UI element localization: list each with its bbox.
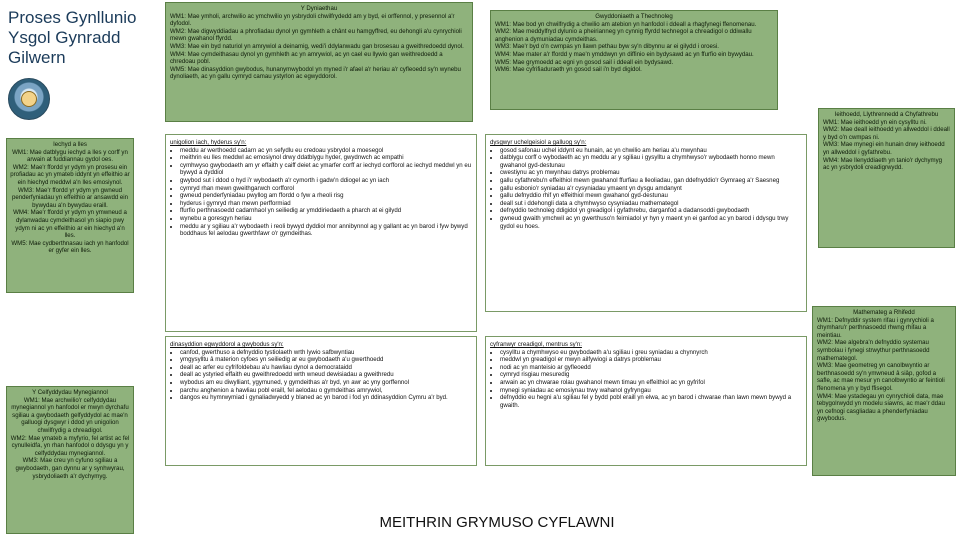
list-item: • gwneud penderfyniadau pwyllog am ffordd o fyw a rheoli risg	[180, 192, 472, 200]
ieithoedd-heading: Ieithoedd, Llythrennedd a Chyfathrebu	[834, 111, 939, 118]
list-item: • cymryd rhan mewn gweithgarwch corfforol	[180, 185, 472, 193]
list-item: • nodi ac yn manteisio ar gyfleoedd	[500, 364, 802, 372]
celfyddydau-body: WM1: Mae archwilio'r celfyddydau mynegiannol yn hanfodol er mwyn dyrchafu sgiliau a gwybodaeth gelfyddydol ac mae'n galluogi dysgwyr i ddod yn unigolion chwilfrydig a chreadigol. WM2: Mae ymateb a myfyrio, fel artist ac fel cynulleidfa, yn rhan hanfodol o ddysgu yn y celfyddydau mynegiannol. WM3: Mae creu yn cyfuno sgiliau a gwybodaeth, gan dynnu ar y synhwyrau, ysbrydoliaeth a'r dychymyg.	[10, 396, 130, 480]
crest-center	[21, 91, 37, 107]
dyniaethau-body: WM1: Mae ymholi, archwilio ac ymchwilio yn ysbrydoli chwilfrydedd am y byd, ei orffennol, y presennol a'r dyfodol. WM2: Mae digwyddiadau a phrofiadau dynol yn gymhleth a chânt eu hamgyffred, eu dehongli a'u cynrychioli mewn gwahanol ffyrdd. WM3: Mae ein byd naturiol yn amrywiol a deinamig, wedi'i ddylanwadu gan brosesau a gweithredoedd dynol. WM4: Mae cymdeithasau dynol yn gymhleth ac yn amrywiol, ac yn cael eu llywio gan weithredoedd a chredoau pobl. WM5: Mae dinasyddion gwybodus, hunanymwybodol yn myned i'r afael a'r heriau a'r cyfleoedd sy'n wynebu dynoliaeth, ac yn gallu cymryd camau ystyrlon ac egwyddorol.	[170, 12, 464, 81]
dysgwyr-list	[490, 147, 802, 231]
list-item: • gosod safonau uchel iddynt eu hunain, ac yn chwilio am heriau a'u mwynhau	[500, 147, 802, 155]
unigolion-list	[170, 147, 472, 238]
list-item: • dangos eu hymrwymiad i gynaliadwyedd y blaned ac yn barod i fod yn ddinasyddion Cymru a'r byd.	[180, 394, 472, 402]
list-item: • gwneud gwaith ymchwil ac yn gwerthuso'n feirniadol yr hyn y maent yn ei ganfod ac yn barod i ddysgu trwy gydol eu hoes.	[500, 215, 802, 230]
slogan: MEITHRIN GRYMUSO CYFLAWNI	[379, 514, 615, 531]
list-item: • defnyddio eu hegni a'u sgiliau fel y bydd pobl eraill yn elwa, ac yn barod i chwarae rhan lawn mewn bywyd a gwaith.	[500, 394, 802, 409]
list-item: • meddwl yn greadigol er mwyn ailfywiogi a datrys problemau	[500, 356, 802, 364]
dysgwyr-box	[485, 134, 807, 312]
list-item: • ffurfio perthnasoedd cadarnhaol yn seiliedig ar ymddiriedaeth a pharch at ei gilydd	[180, 207, 472, 215]
list-item: • canfod, gwerthuso a defnyddio tystiolaeth wrth lywio safbwyntiau	[180, 349, 472, 357]
ieithoedd-body: WM1: Mae ieithoedd yn ein cysylltu ni. WM2: Mae deall ieithoedd yn allweddol i ddeall y byd o'n cwmpas ni. WM3: Mae mynegi ein hunain drwy ieithoedd yn allweddol i gyfathrebu. WM4: Mae llenyddiaeth yn tanio'r dychymyg ac yn ysbrydoli creadigrwydd.	[823, 118, 950, 172]
list-item: • meithrin eu lles meddwl ac emosiynol drwy ddatblygu hyder, gwydnwch ac empathi	[180, 154, 472, 162]
list-item: • mynegi syniadau ac emosiynau trwy wahanol gyfryngau	[500, 387, 802, 395]
list-item: • datblygu corff o wybodaeth ac yn meddu ar y sgiliau i gysylltu a chymhwyso'r wybodaeth honno mewn gwahanol gyd-destunau	[500, 154, 802, 169]
list-item: • wynebu a goresgyn heriau	[180, 215, 472, 223]
celfyddydau-heading: Y Celfyddydau Mynegiannol	[32, 389, 108, 396]
page-title: Proses Gynllunio Ysgol Gynradd Gilwern	[8, 8, 137, 67]
school-crest-icon	[8, 78, 50, 120]
list-item: • arwain ac yn chwarae rolau gwahanol mewn timau yn effeithiol ac yn gyfrifol	[500, 379, 802, 387]
list-item: • gallu defnyddio rhif yn effeithiol mewn gwahanol gyd-destunau	[500, 192, 802, 200]
list-item: • gallu cyfathrebu'n effeithiol mewn gwahanol ffurfiau a lleoliadau, gan ddefnyddio'r Gymraeg a'r Saesneg	[500, 177, 802, 185]
list-item: • meddu ar y sgiliau a'r wybodaeth i reoli bywyd dyddiol mor annibynnol ag y gallant ac yn barod i fyw bywyd boddhaus fel aelodau gwerthfawr o'r gymdeithas.	[180, 223, 472, 238]
dinasyddion-list	[170, 349, 472, 402]
cyfranwyr-heading: cyfranwyr creadigol, mentrus sy'n:	[490, 341, 582, 348]
dinasyddion-heading: dinasyddion egwyddorol a gwybodus sy'n:	[170, 341, 284, 348]
list-item: • parchu anghenion a hawliau pobl eraill, fel aelodau o gymdeithas amrywiol,	[180, 387, 472, 395]
list-item: • cymryd risgiau mesuredig	[500, 371, 802, 379]
list-item: • defnyddio technoleg ddigidol yn greadigol i gyfathrebu, darganfod a dadansoddi gwybodaeth	[500, 207, 802, 215]
list-item: • deall ac ystyried effaith eu gweithredoedd wrth wneud dewisiadau a gweithredu	[180, 371, 472, 379]
iechyd-box	[6, 138, 134, 293]
mathemateg-body: WM1: Defnyddir system rifau i gynrychioli a chymharu'r perthnasoedd rhwng rhifau a meintiau. WM2: Mae algebra'n defnyddio systemau symbolau i fynegi strwythur perthnasoedd mathemategol. WM3: Mae geometreg yn canolbwyntio ar berthnasoedd sy'n ymwneud â siâp, gofod a safle, ac mae mesur yn canolbwyntio ar feintioli ffenomena yn y byd ffisegol. WM4: Mae ystadegau yn cynrychioli data, mae tebygolrwydd yn modelu siawns, ac mae'r ddau yn cefnogi casgliadau a phenderfyniadau gwybodus.	[817, 316, 945, 423]
gwyddoniaeth-box	[490, 10, 778, 110]
ieithoedd-box	[818, 108, 955, 248]
list-item: • gallu esbonio'r syniadau a'r cysyniadau ymaent yn dysgu amdanynt	[500, 185, 802, 193]
list-item: • meddu ar werthoedd cadarn ac yn sefydlu eu credoau ysbrydol a moesegol	[180, 147, 472, 155]
gwyddoniaeth-heading: Gwyddoniaeth a Thechnoleg	[595, 13, 673, 20]
list-item: • wybodus am eu diwylliant, ygymuned, y gymdeithas a'r byd, yn awr ac yny gorffennol	[180, 379, 472, 387]
dyniaethau-box	[165, 2, 473, 122]
unigolion-heading: unigolion iach, hyderus sy'n:	[170, 139, 247, 146]
list-item: • cysylltu a chymhwyso eu gwybodaeth a'u sgiliau i greu syniadau a chynnyrch	[500, 349, 802, 357]
dyniaethau-heading: Y Dyniaethau	[300, 5, 338, 12]
dysgwyr-heading: dysgwyr uchelgeisiol a galluog sy'n:	[490, 139, 587, 146]
list-item: • hyderus i gymryd rhan mewn perfformiad	[180, 200, 472, 208]
cyfranwyr-box	[485, 336, 807, 466]
list-item: • ymgysylltu â materion cyfoes yn seiliedig ar eu gwybodaeth a'u gwerthoedd	[180, 356, 472, 364]
celfyddydau-box	[6, 386, 134, 534]
gwyddoniaeth-body: WM1: Mae bod yn chwilfrydig a chwilio am atebion yn hanfodol i ddeall a rhagfynegi ffenomenau. WM2: Mae meddylfryd dylunio a pheirianneg yn cynnig ffyrdd technegol a chreadigol o ddiwallu anghenion a dymuniadau cymdeithas. WM3: Mae'r byd o'n cwmpas yn llawn pethau byw sy'n dibynnu ar ei gilydd i oroesi. WM4: Mae mater a'r ffordd y mae'n ymddwyn yn diffinio ein bydysawd ac yn ffurfio ein bywydau. WM5: Mae grymoedd ac egni yn gosod sail i ddeall ein bydysawd. WM6: Mae cyfrifiaduraeth yn gosod sail i'n byd digidol.	[495, 20, 757, 74]
list-item: • deall ac arfer eu cyfrifoldebau a'u hawliau dynol a democrataidd	[180, 364, 472, 372]
list-item: • deall sut i ddehongli data a chymhwyso cysyniadau mathemategol	[500, 200, 802, 208]
cyfranwyr-list	[490, 349, 802, 410]
iechyd-body: WM1: Mae datblygu iechyd a lles y corff yn arwain at fuddiannau gydol oes. WM2: Mae'r ffordd yr ydym yn prosesu ein profiadau ac yn ymateb iddynt yn effeithio ar ein hiechyd meddwl a'n lles emosiynol. WM3: Mae'r ffordd yr ydym yn gwneud penderfyniadau yn effeithio ar ansawdd ein bywydau a'n bywydau eraill. WM4: Mae'r ffordd yr ydym yn ymwneud a dylanwadau cymdeithasol yn siapio pwy ydym ni ac yn effeithio ar ein hiechyd a'n lles. WM5: Mae cydberthnasau iach yn hanfodol er gyfer ein lles.	[10, 148, 130, 255]
mathemateg-heading: Mathemateg a Rhifedd	[853, 309, 915, 316]
unigolion-box	[165, 134, 477, 332]
iechyd-heading: Iechyd a lles	[53, 141, 87, 148]
list-item: • cymhwyso gwybodaeth am yr effaith y caiff deiet ac ymarfer corff ar iechyd corfforol ac iechyd meddwl yn eu bywyd a dyddiol	[180, 162, 472, 177]
mathemateg-box	[812, 306, 956, 476]
list-item: • cwestiynu ac yn mwynhau datrys problemau	[500, 169, 802, 177]
dinasyddion-box	[165, 336, 477, 466]
list-item: • gwybod sut i ddod o hyd i'r wybodaeth a'r cymorth i gadw'n ddiogel ac yn iach	[180, 177, 472, 185]
